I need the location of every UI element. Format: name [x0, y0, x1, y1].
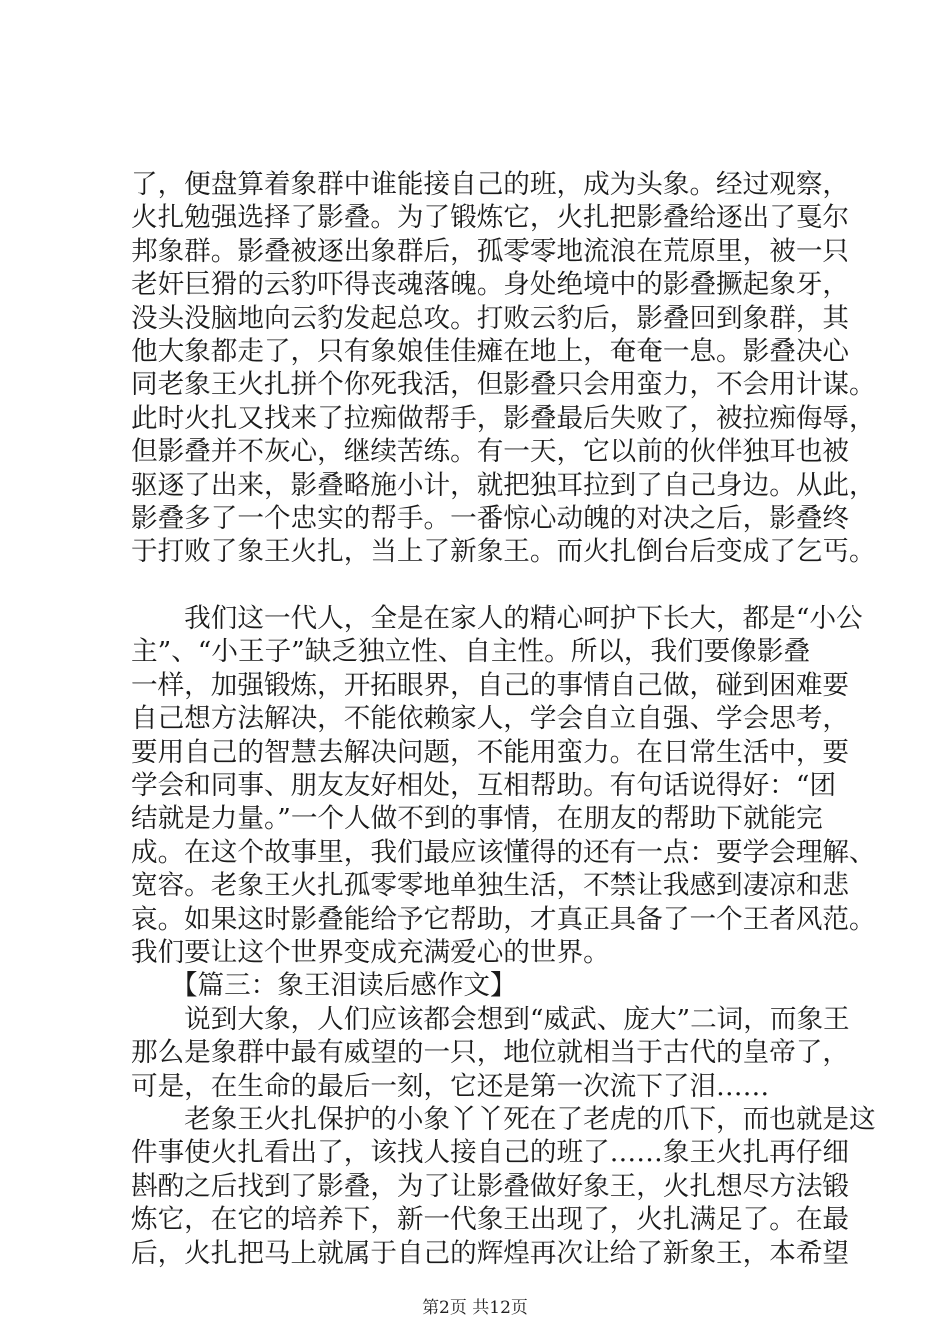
text-line: 同老象王火扎拼个你死我活，但影叠只会用蛮力，不会用计谋。: [131, 369, 876, 401]
text-line: 一样，加强锻炼，开拓眼界，自己的事情自己做，碰到困难要: [131, 669, 850, 701]
text-line: 他大象都走了，只有象娘佳佳瘫在地上，奄奄一息。影叠决心: [131, 335, 850, 367]
text-line: 我们要让这个世界变成充满爱心的世界。: [131, 936, 610, 968]
text-line: 了，便盘算着象群中谁能接自己的班，成为头象。经过观察，: [131, 169, 850, 200]
section-heading: [131, 969, 831, 1002]
text-line: 学会和同事、朋友友好相处，互相帮助。有句话说得好：“团: [131, 770, 837, 802]
text-line: 于打败了象王火扎，当上了新象王。而火扎倒台后变成了乞丐。: [131, 536, 876, 568]
text-line: 件事使火扎看出了，该找人接自己的班了……象王火扎再仔细: [131, 1137, 850, 1169]
text-line: 成。在这个故事里，我们最应该懂得的还有一点：要学会理解、: [131, 836, 876, 868]
page-footer: [0, 1297, 950, 1319]
text-line: 宽容。老象王火扎孤零零地单独生活，不禁让我感到凄凉和悲: [131, 870, 850, 902]
paragraph-essay-intro: [131, 1003, 850, 1103]
text-line: 但影叠并不灰心，继续苦练。有一天，它以前的伙伴独耳也被: [131, 436, 850, 468]
text-line: 要用自己的智慧去解决问题，不能用蛮力。在日常生活中，要: [131, 736, 850, 768]
text-line: 可是，在生命的最后一刻，它还是第一次流下了泪……: [131, 1070, 770, 1102]
text-line: 邦象群。影叠被逐出象群后，孤零零地流浪在荒原里，被一只: [131, 235, 850, 267]
text-line: 老象王火扎保护的小象丫丫死在了老虎的爪下，而也就是这: [131, 1103, 876, 1135]
page-number: 第2页 共12页: [422, 1298, 528, 1318]
text-line: 哀。如果这时影叠能给予它帮助，才真正具备了一个王者风范。: [131, 903, 876, 935]
text-line: 没头没脑地向云豹发起总攻。打败云豹后，影叠回到象群，其: [131, 302, 850, 334]
heading-line: 【篇三：象王泪读后感作文】: [131, 970, 517, 1002]
text-line: 说到大象，人们应该都会想到“威武、庞大”二词，而象王: [131, 1003, 850, 1035]
text-line: 自己想方法解决，不能依赖家人，学会自立自强、学会思考，: [131, 703, 850, 735]
text-line: 驱逐了出来，影叠略施小计，就把独耳拉到了自己身边。从此，: [131, 469, 876, 501]
text-line: 后，火扎把马上就属于自己的辉煌再次让给了新象王，本希望: [131, 1237, 850, 1269]
text-line: 我们这一代人，全是在家人的精心呵护下长大，都是“小公: [131, 603, 863, 635]
text-line: 影叠多了一个忠实的帮手。一番惊心动魄的对决之后，影叠终: [131, 502, 850, 534]
text-line: 此时火扎又找来了拉痴做帮手，影叠最后失败了，被拉痴侮辱，: [131, 402, 876, 434]
text-line: 结就是力量。”一个人做不到的事情，在朋友的帮助下就能完: [131, 803, 823, 835]
body-text: [131, 168, 876, 1270]
paragraph-story-summary: [131, 168, 876, 569]
text-line: 老奸巨猾的云豹吓得丧魂落魄。身处绝境中的影叠撅起象牙，: [131, 269, 850, 301]
text-line: 火扎勉强选择了影叠。为了锻炼它，火扎把影叠给逐出了戛尔: [131, 202, 850, 234]
paragraph-essay-body: [131, 1103, 876, 1270]
text-line: 斟酌之后找到了影叠，为了让影叠做好象王，火扎想尽方法锻: [131, 1170, 850, 1202]
paragraph-reflection: [131, 602, 876, 969]
text-line: 主”、“小王子”缺乏独立性、自主性。所以，我们要像影叠: [131, 636, 811, 668]
text-line: 那么是象群中最有威望的一只，地位就相当于古代的皇帝了，: [131, 1037, 850, 1069]
paragraph-gap: [131, 569, 831, 602]
text-line: 炼它，在它的培养下，新一代象王出现了，火扎满足了。在最: [131, 1204, 850, 1236]
